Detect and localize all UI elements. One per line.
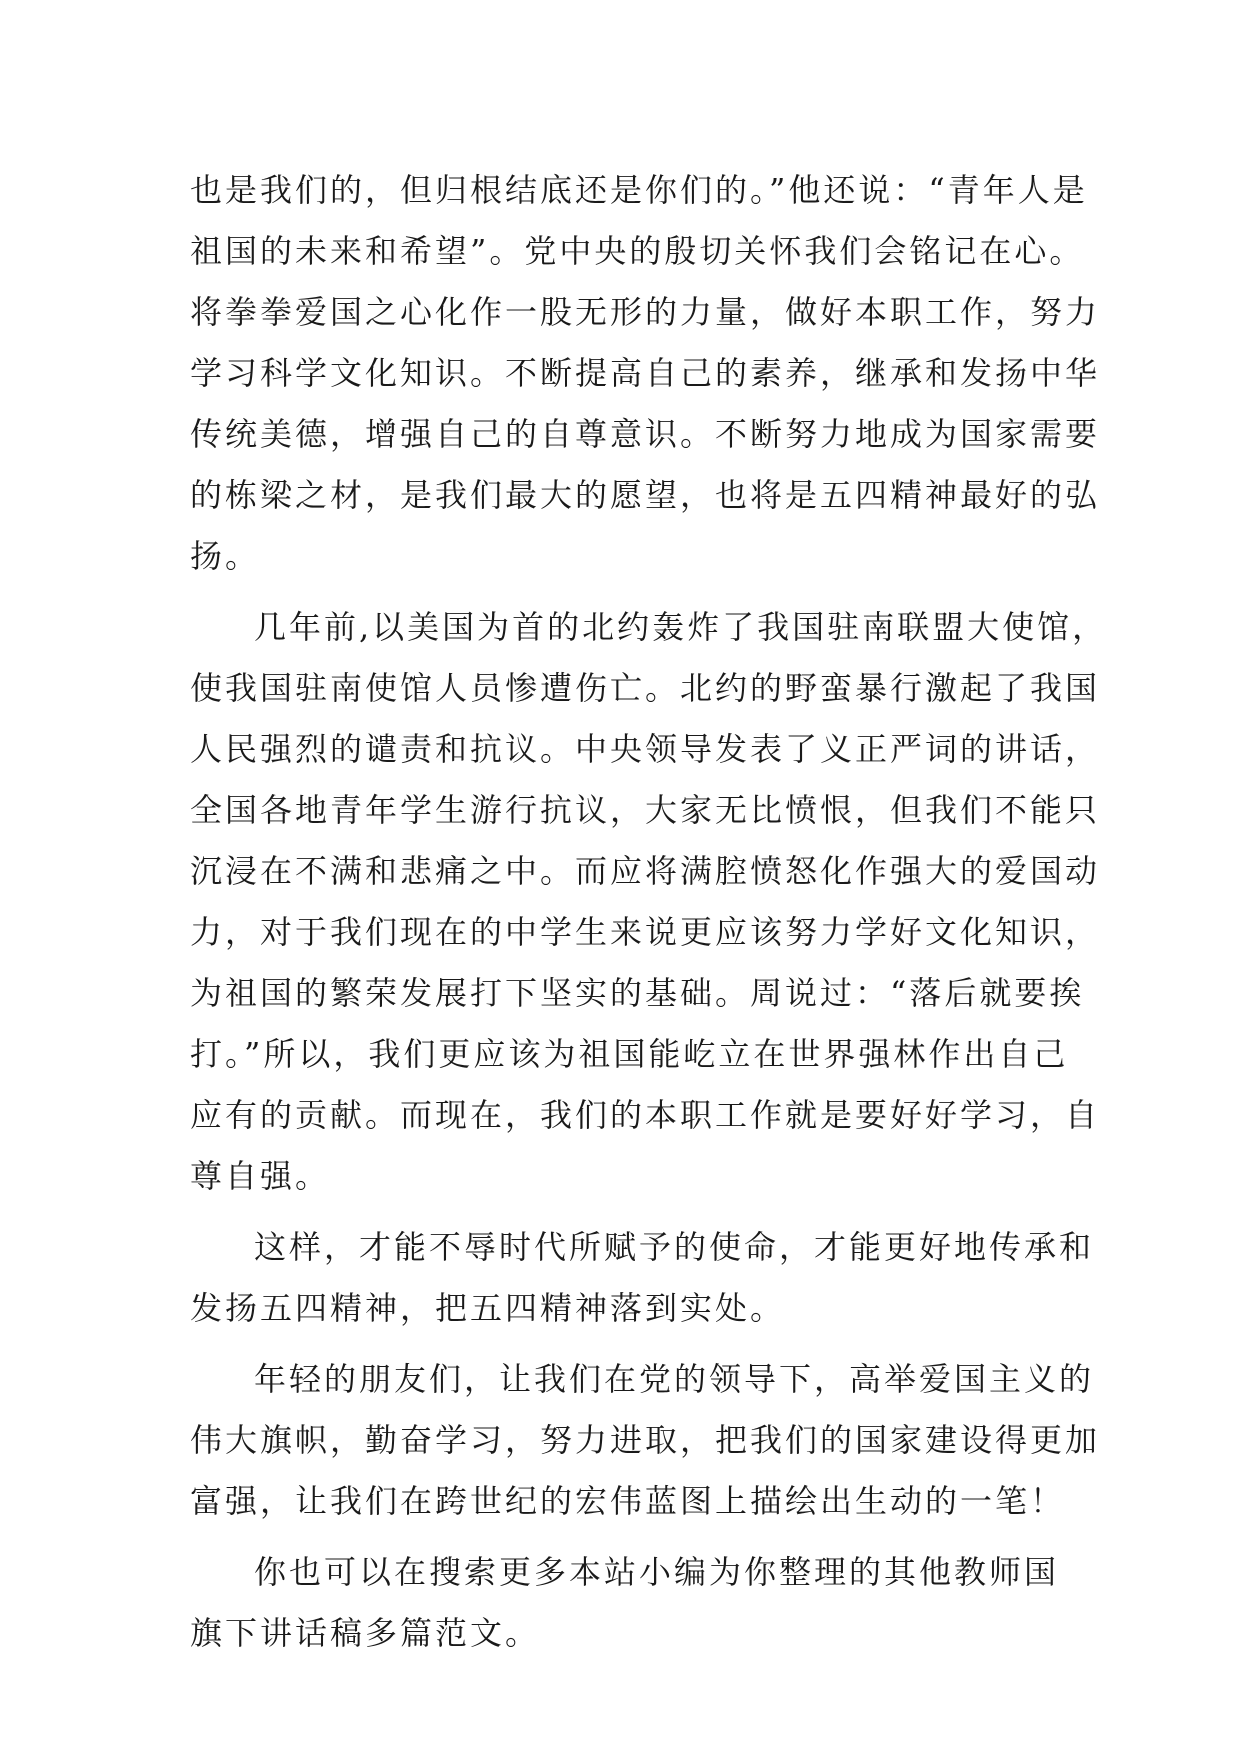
text-line: 扬。 [190, 537, 261, 575]
paragraph [190, 1542, 1060, 1664]
text-line: 祖国的未来和希望”。党中央的殷切关怀我们会铭记在心。 [190, 232, 1085, 270]
text-line: 的栋梁之材，是我们最大的愿望，也将是五四精神最好的弘 [190, 476, 1101, 514]
text-line: 你也可以在搜索更多本站小编为你整理的其他教师国 [254, 1553, 1060, 1591]
text-line: 年轻的朋友们，让我们在党的领导下，高举爱国主义的 [254, 1360, 1095, 1398]
document-body [190, 160, 1108, 1664]
text-line: 伟大旗帜，勤奋学习，努力进取，把我们的国家建设得更加 [190, 1421, 1101, 1459]
text-line: 富强，让我们在跨世纪的宏伟蓝图上描绘出生动的一笔！ [190, 1482, 1066, 1520]
paragraph [190, 1217, 1095, 1339]
paragraph [190, 160, 1101, 587]
text-line: 将拳拳爱国之心化作一股无形的力量，做好本职工作，努力 [190, 293, 1101, 331]
text-line: 应有的贡献。而现在，我们的本职工作就是要好好学习，自 [190, 1096, 1101, 1134]
text-line: 使我国驻南使馆人员惨遭伤亡。北约的野蛮暴行激起了我国 [190, 669, 1101, 707]
text-line: 为祖国的繁荣发展打下坚实的基础。周说过：“落后就要挨 [190, 974, 1085, 1012]
paragraph [190, 597, 1108, 1207]
text-line: 力，对于我们现在的中学生来说更应该努力学好文化知识， [190, 913, 1101, 951]
text-line: 也是我们的，但归根结底还是你们的。”他还说：“青年人是 [190, 171, 1088, 209]
text-line: 发扬五四精神，把五四精神落到实处。 [190, 1289, 786, 1327]
text-line: 传统美德，增强自己的自尊意识。不断努力地成为国家需要 [190, 415, 1101, 453]
text-line: 这样，才能不辱时代所赋予的使命，才能更好地传承和 [254, 1228, 1095, 1266]
paragraph [190, 1349, 1101, 1532]
text-line: 旗下讲话稿多篇范文。 [190, 1614, 541, 1652]
text-line: 全国各地青年学生游行抗议，大家无比愤恨，但我们不能只 [190, 791, 1101, 829]
text-line: 打。”所以，我们更应该为祖国能屹立在世界强林作出自己 [190, 1035, 1069, 1073]
text-line: 学习科学文化知识。不断提高自己的素养，继承和发扬中华 [190, 354, 1101, 392]
text-line: 几年前,以美国为首的北约轰炸了我国驻南联盟大使馆， [254, 608, 1108, 646]
text-line: 沉浸在不满和悲痛之中。而应将满腔愤怒化作强大的爱国动 [190, 852, 1101, 890]
text-line: 人民强烈的谴责和抗议。中央领导发表了义正严词的讲话， [190, 730, 1101, 768]
text-line: 尊自强。 [190, 1157, 331, 1195]
